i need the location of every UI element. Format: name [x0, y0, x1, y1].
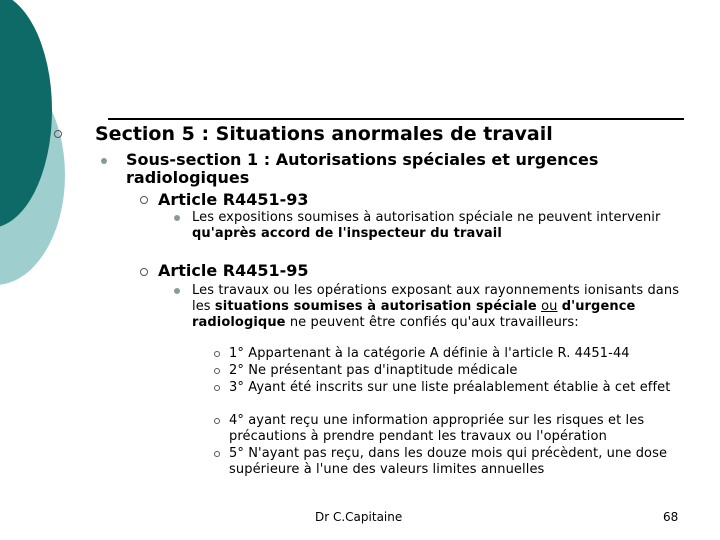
article-2-text-2: situations soumises à autorisation spéciale — [214, 299, 537, 314]
bullet-small-ring-icon — [214, 451, 220, 457]
slide-title: Section 5 : Situations anormales de travail — [95, 123, 553, 145]
bullet-small-ring-icon — [214, 418, 220, 424]
bullet-dot-icon — [174, 288, 180, 294]
footer-author: Dr C.Capitaine — [315, 510, 403, 524]
bullet-dot-icon — [174, 215, 180, 221]
bullet-ring-icon — [140, 196, 148, 204]
article-1-text — [192, 210, 682, 242]
bullet-ring-icon — [140, 268, 148, 276]
decorative-circles — [0, 0, 110, 300]
subsection-heading: Sous-section 1 : Autorisations spéciales et urgences radiologiques — [126, 150, 599, 187]
list-item: 2° Ne présentant pas d'inaptitude médicale — [229, 363, 518, 378]
bullet-small-ring-icon — [214, 385, 220, 391]
list-item: 1° Appartenant à la catégorie A définie à l'article R. 4451-44 — [229, 346, 630, 361]
article-2-text-1: Les travaux ou les opérations exposant aux rayonnements ionisants dans les — [192, 283, 680, 314]
article-2-text-6: d'urgence radiologique — [192, 299, 636, 330]
article-1-text-bold: qu'après accord de l'inspecteur du travail — [192, 226, 502, 241]
article-2-text-4: ou — [541, 299, 558, 314]
bullet-small-ring-icon — [214, 368, 220, 374]
bullet-ring-icon — [54, 130, 62, 138]
page-number: 68 — [663, 510, 679, 524]
list-item: 4° ayant reçu une information appropriée sur les risques et les précautions à prendre pendant les travaux ou l'opération — [229, 413, 645, 444]
article-1-text-plain: Les expositions soumises à autorisation spéciale ne peuvent intervenir — [192, 210, 661, 225]
bullet-small-ring-icon — [214, 351, 220, 357]
article-2-text-7: ne peuvent être confiés qu'aux travailleurs: — [285, 315, 579, 330]
article-heading-2: Article R4451-95 — [158, 261, 309, 280]
title-rule — [108, 118, 684, 120]
article-2-text — [192, 283, 692, 331]
list-item: 5° N'ayant pas reçu, dans les douze mois qui précèdent, une dose supérieure à l'une des valeurs limites annuelles — [229, 446, 668, 477]
bullet-dot-icon — [101, 158, 107, 164]
list-item: 3° Ayant été inscrits sur une liste préalablement établie à cet effet — [229, 380, 671, 395]
article-heading-1: Article R4451-93 — [158, 190, 309, 209]
